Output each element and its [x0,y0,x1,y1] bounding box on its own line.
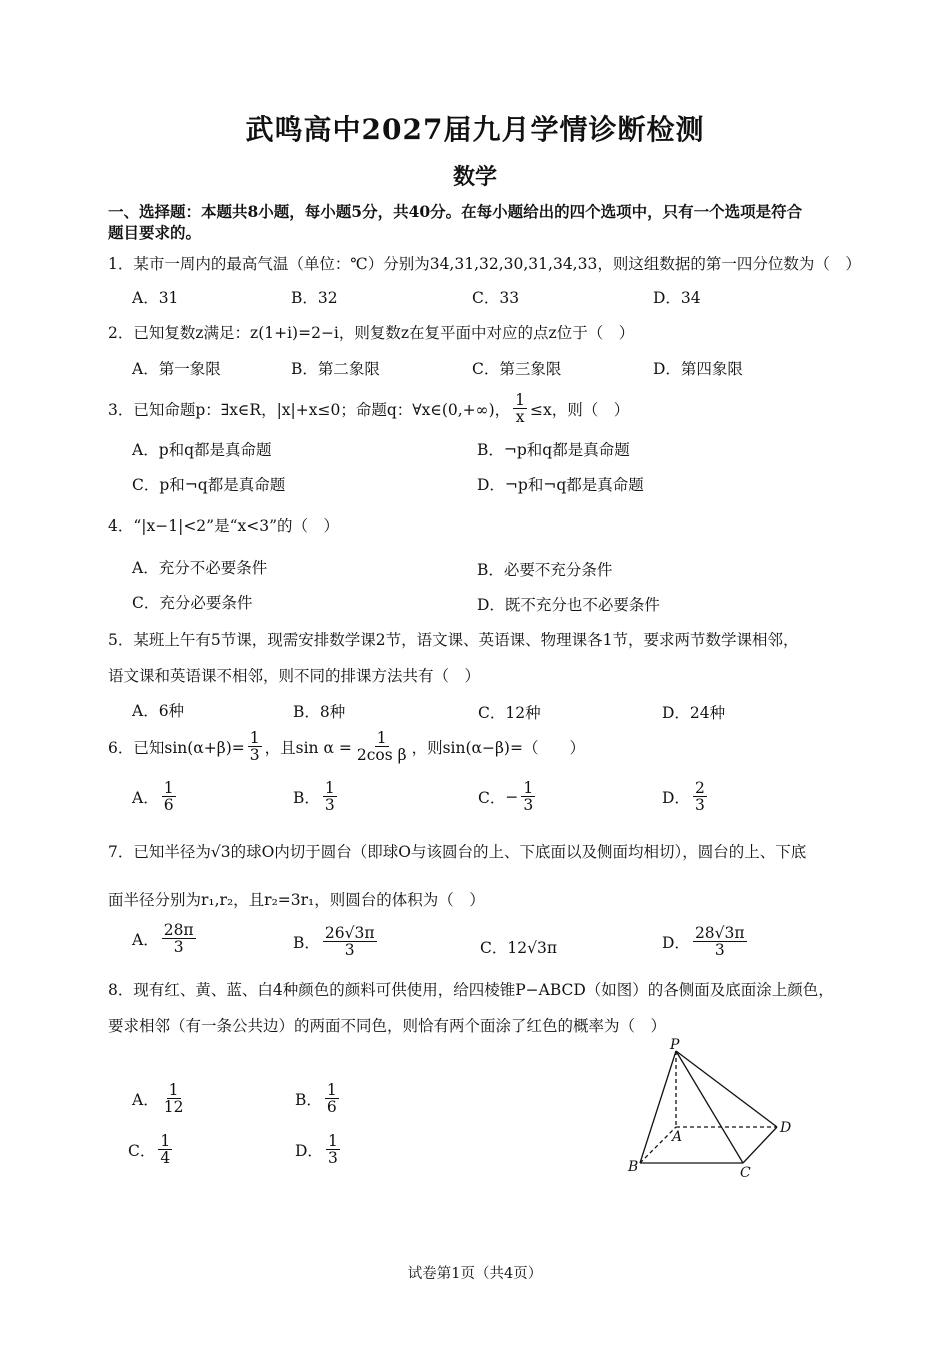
q6-option-c-label: C． [478,788,506,807]
q6-option-c-sign: − [505,787,519,806]
q6-option-b-label: B． [293,788,320,807]
q2-option-b: B．第二象限 [291,360,380,378]
q8-option-b-label: B． [295,1090,322,1109]
q3-fraction [513,392,527,426]
q3-stem-part2: ≤x，则（ ） [530,400,630,419]
q6-c-num: 1 [523,779,534,797]
q8-option-d-label: D． [295,1141,323,1160]
q6-stem-part2: ，且sin α = [264,738,352,757]
q5-option-d: D．24种 [662,704,726,722]
vertex-label-p: P [670,1037,680,1053]
q7-a-num: 28π [163,921,194,939]
question-7-stem: 7．已知半径为√3的球O内切于圆台（即球O与该圆台的上、下底面以及侧面均相切），圆台的上、下底 [108,843,807,861]
q1-option-a: A．31 [132,289,179,307]
q3-option-c: C．p和¬q都是真命题 [132,476,286,494]
q6-a-den: 6 [163,796,174,815]
vertex-label-b: B [628,1159,639,1175]
q6-a-num: 1 [163,779,174,797]
edge-pd [676,1051,777,1127]
q3-option-d: D．¬p和¬q都是真命题 [477,476,644,494]
question-8-stem-cont: 要求相邻（有一条公共边）的两面不同色，则恰有两个面涂了红色的概率为（ ） [108,1017,667,1035]
q6-option-b-frac [323,780,337,814]
q6-option-d-frac [693,780,707,814]
section-heading: 一、选择题：本题共8小题，每小题5分，共40分。在每小题给出的四个选项中，只有一个选项是符合 [108,202,803,221]
q8-c-num: 1 [160,1132,171,1150]
q8-option-b [295,1082,342,1116]
q7-option-d [662,925,750,959]
q6-stem-part1: 6．已知sin(α+β)= [108,738,245,757]
question-1-stem: 1．某市一周内的最高气温（单位：℃）分别为34,31,32,30,31,34,33，则这组数据的第一四分位数为（ ） [108,255,861,273]
q8-option-a-frac [162,1082,186,1116]
q6-option-b [293,780,340,814]
q6-option-c [478,780,538,814]
q7-b-num: 26√3π [324,924,375,942]
q8-option-d-frac [326,1133,340,1167]
q8-option-b-frac [325,1082,339,1116]
question-2-stem: 2．已知复数z满足：z(1+i)=2−i，则复数z在复平面中对应的点z位于（ ） [108,324,635,342]
q1-option-b: B．32 [291,289,338,307]
q6-fraction-2 [355,730,409,764]
q7-d-num: 28√3π [694,924,745,942]
q6-c-den: 3 [523,796,534,815]
question-3-stem [108,392,629,426]
q8-d-num: 1 [327,1132,338,1150]
q6-option-d [662,780,710,814]
q7-option-b [293,925,380,959]
q6-f2-num: 1 [376,729,387,747]
q4-option-c: C．充分必要条件 [132,594,253,612]
q8-option-a [132,1082,188,1116]
q7-option-b-frac [323,925,377,959]
q6-option-a [132,780,179,814]
q2-option-a: A．第一象限 [132,360,221,378]
pyramid-figure [620,1035,810,1180]
q6-b-num: 1 [324,779,335,797]
q7-option-a [132,922,199,956]
section-heading-cont: 题目要求的。 [108,223,202,242]
question-7-stem-cont: 面半径分别为r₁,r₂，且r₂=3r₁，则圆台的体积为（ ） [108,891,485,909]
q6-option-d-label: D． [662,788,690,807]
q1-option-c: C．33 [472,289,520,307]
q3-frac-num: 1 [515,391,525,409]
q8-option-d [295,1133,343,1167]
q7-d-den: 3 [714,941,725,960]
q1-option-d: D．34 [653,289,701,307]
q8-a-den: 12 [163,1098,184,1117]
edge-pb [640,1051,676,1163]
q4-option-d: D．既不充分也不必要条件 [477,596,660,614]
q5-option-b: B．8种 [293,703,346,721]
q8-a-num: 1 [168,1081,179,1099]
q6-f2-den: 2cos β [356,746,407,765]
q7-option-c: C．12√3π [480,939,558,957]
q7-option-a-frac [162,922,196,956]
vertex-label-d: D [780,1120,792,1136]
q7-option-b-label: B． [293,933,320,952]
q7-option-d-frac [693,925,747,959]
q7-b-den: 3 [344,941,355,960]
q3-option-b: B．¬p和q都是真命题 [477,441,630,459]
q8-option-a-label: A． [132,1090,159,1109]
q6-fraction-1 [248,730,262,764]
q8-b-num: 1 [326,1081,337,1099]
q6-option-a-frac [162,780,176,814]
q8-option-c [128,1133,175,1167]
q6-stem-part3: ，则sin(α−β)=（ ） [411,738,585,757]
q2-option-c: C．第三象限 [472,360,562,378]
q2-option-d: D．第四象限 [653,360,743,378]
q8-option-c-label: C． [128,1141,156,1160]
q6-f1-num: 1 [249,729,260,747]
q3-option-a: A．p和q都是真命题 [132,441,272,459]
q8-b-den: 6 [326,1098,337,1117]
question-4-stem: 4．“|x−1|<2”是“x<3”的（ ） [108,517,340,535]
page-footer: 试卷第1页（共4页） [407,1266,543,1282]
q4-option-a: A．充分不必要条件 [132,559,268,577]
question-5-stem-cont: 语文课和英语课不相邻，则不同的排课方法共有（ ） [108,667,481,685]
question-6-stem [108,730,585,764]
q3-stem-part1: 3．已知命题p：∃x∈R，|x|+x≤0；命题q：∀x∈(0,+∞)， [108,400,511,419]
q3-frac-den: x [515,408,525,427]
exam-title: 武鸣高中2027届九月学情诊断检测 [245,113,705,146]
q7-option-a-label: A． [132,930,159,949]
q6-option-c-frac [521,780,535,814]
q6-option-a-label: A． [132,788,159,807]
q7-a-den: 3 [173,938,184,957]
q6-b-den: 3 [324,796,335,815]
q5-option-a: A．6种 [132,702,185,720]
subject-title: 数学 [452,164,497,190]
q6-d-den: 3 [694,796,705,815]
q4-option-b: B．必要不充分条件 [477,561,613,579]
question-5-stem: 5．某班上午有5节课，现需安排数学课2节，语文课、英语课、物理课各1节，要求两节数学课相邻， [108,631,799,649]
q8-d-den: 3 [327,1149,338,1168]
q6-d-num: 2 [694,779,705,797]
q5-option-c: C．12种 [478,704,541,722]
vertex-label-c: C [740,1165,751,1180]
edge-cd [743,1127,777,1163]
q8-c-den: 4 [160,1149,171,1168]
q6-f1-den: 3 [249,746,260,765]
q7-option-d-label: D． [662,933,690,952]
question-8-stem: 8．现有红、黄、蓝、白4种颜色的颜料可供使用，给四棱锥P−ABCD（如图）的各侧面及底面涂上颜色， [108,981,834,999]
edge-pc [676,1051,743,1163]
vertex-label-a: A [672,1129,683,1145]
q8-option-c-frac [158,1133,172,1167]
